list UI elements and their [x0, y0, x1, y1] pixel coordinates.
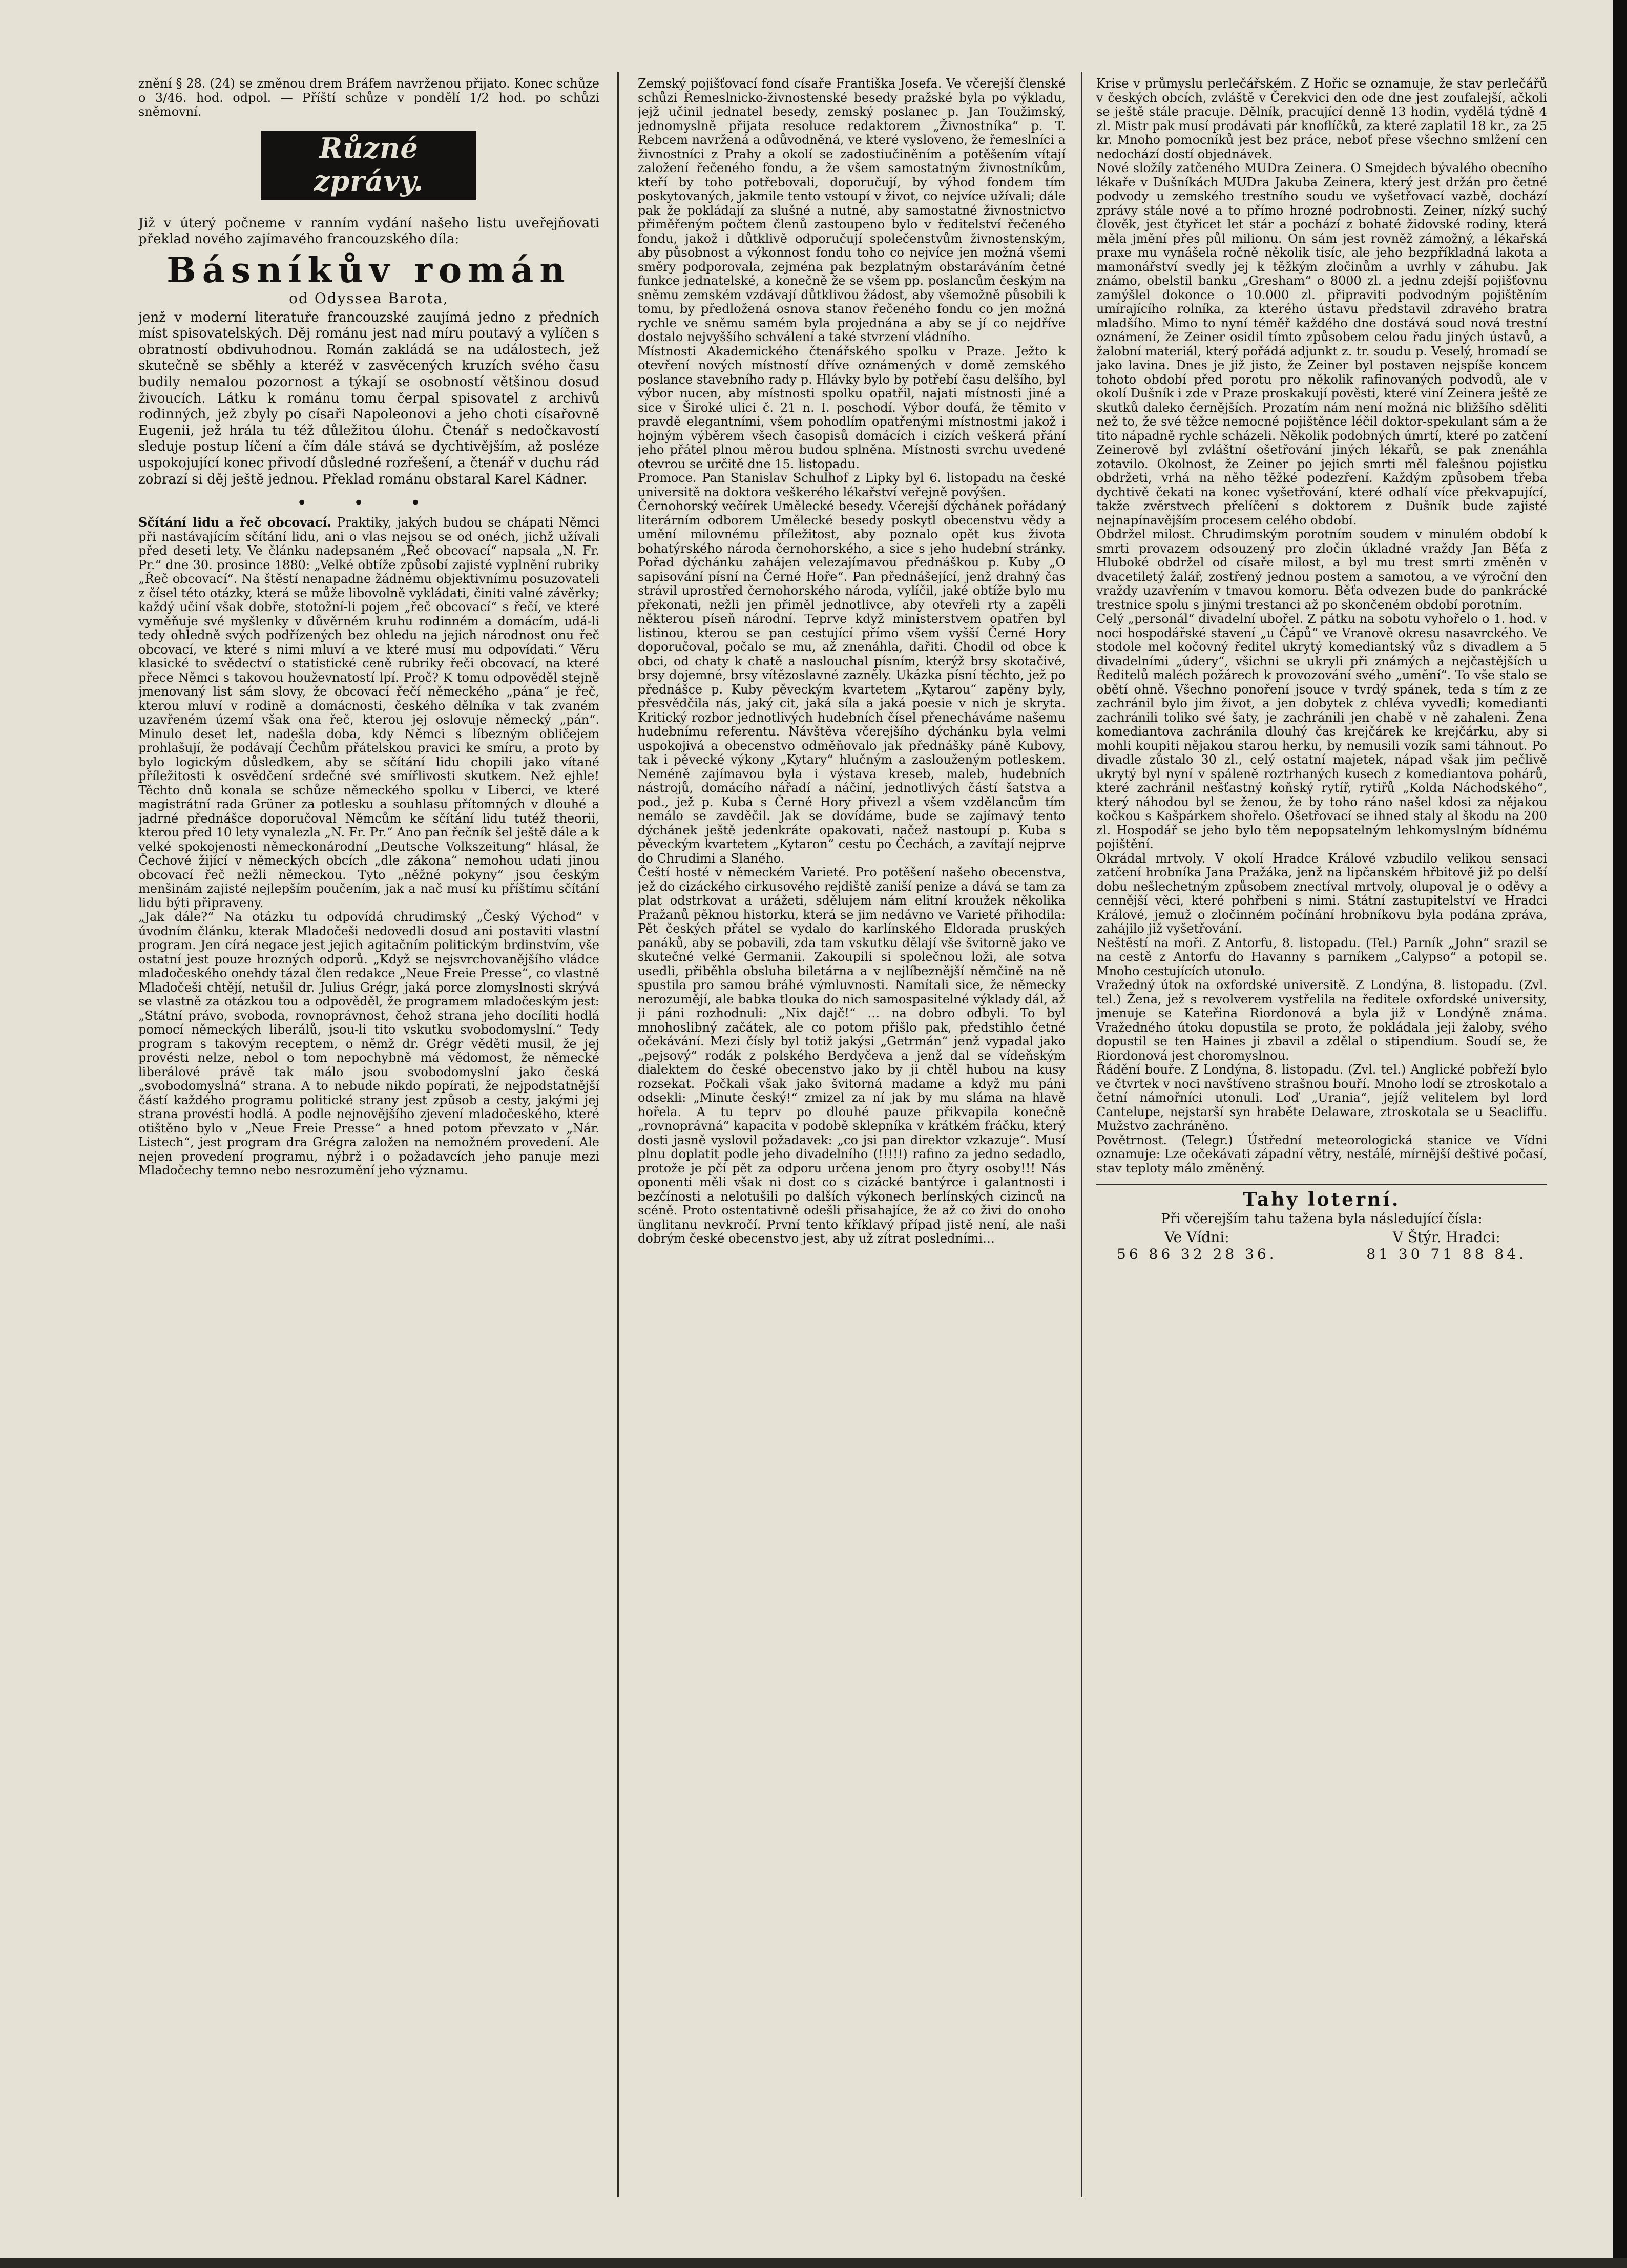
promotion-article: Promoce. Pan Stanislav Schulhof z Lipky byl 6. listopadu na české universitě na doktora veškerého lékařství veřejně povýšen. — [638, 471, 1066, 499]
separator: • • • — [297, 493, 441, 514]
gravedigger-article: Okrádal mrtvoly. V okolí Hradce Králové vzbudilo velikou sensaci zatčení hrobníka Jana Pražáka, jenž na lipčanském hřbitově již po delší dobu nešlechetným způsobem znectíval mrtvoly, olupoval je o oděvy a cennější věci, které pohřbeni s nimi. Státní zastupitelství ve Hradci Králové, jemuž o zločinném počínání hrobníkovu byla podána zpráva, zahájilo již vyšetřování. — [1096, 851, 1547, 936]
zeiner-article: Nové složíly zatčeného MUDra Zeinera. O Smejdech bývalého obecního lékaře v Dušníkách MUDra Jakuba Zeinera, který jest držán pro četné podvody u zemského trestního soudu ve vyšetřovací vazbě, dochází zprávy stále nové a to přímo hrozné podrobnosti. Zeiner, nízký suchý člověk, jest čtyřicet let stár a pochází z bohaté židovské rodiny, která měla jmění přes půl milionu. On sám jest rovněž zámožný, a lékařská praxe mu vynášela ročně několik tisíc, ale jeho bezpříkladná lakota a mamonářství svedly jej k těžkým zločinům a uvrhly v záhubu. Jak známo, obelstil banku „Gresham“ o 8000 zl. a jednu zdejší pojišťovnu zamýšlel dokonce o 10.000 zl. připraviti podvodným pojištěním umírajícího rolníka, za kterého ústavu představil zdravého bratra mladšího. Mimo to nyní téměř každého dne dostává soud nová trestní oznámení, že Zeiner osidil tímto způsobem celou řadu jiných ústavů, a žalobní materiál, který pořádá adjunkt z. tr. soudu p. Veselý, hromadí se jako lavina. Dnes je již jisto, že Zeiner byl postaven nejspíše koncem tohoto období před porotu pro několik rafinovaných podvodů, ale v okolí Dušník i zde v Praze proskakují pověsti, které viní Zeinera ještě ze skutků daleko černějších. Prozatím nám není možná nic bližšího sděliti než to, že své těžce nemocné pojištěnce léčil doktor-spekulant sám a že tito nápadně rychle scházeli. Několik podobných úmrtí, které po zatčení Zeinerově byl zvláštní ošetřování jiných lékařů, se pak znenáhla zotavilo. Okolnost, že Zeiner po jejich smrti měl falešnou pojistku obdržeti, vrhá na něho těžké podezření. Každým způsobem třeba dychtivě čekati na konec vyšetřování, které odhalí více překvapující, takže zvěrstvech přelíčení s doktorem z Dušník bude zajisté nejnapínavějším procesem celého období. — [1096, 161, 1547, 528]
lottery-city: V Štýr. Hradci: — [1392, 1229, 1500, 1246]
novel-description: jenž v moderní literatuře francouzské zaujímá jedno z předních míst spisovatelských. Děj románu jest nad míru poutavý a vylíčen s obratností obdivuhodnou. Román zakládá se na událostech, jež skutečně se sběhly a kteréž v zasvěcených kruzích svého času budily nemalou pozornost a týkají se osobností většinou dosud živoucích. Látku k románu tomu čerpal spisovatel z archivů rodinných, jež zbyly po císaři Napoleonovi a jeho choti císařovně Eugenii, jež hrála tu též důležitou úlohu. Čtenář s nedočkavostí sleduje postup líčení a čím dále stává se dychtivějším, až posléze uspokojující konec přivodí důsledné rozřešení, a čtenář v duchu rád zobrazí si děj ještě jednou. Překlad románu obstaral Karel Kádner. — [138, 309, 599, 487]
insurance-article: Zemský pojišťovací fond císaře Františka Josefa. Ve včerejší členské schůzi Řemeslnicko-živnostenské besedy pražské byla po výkladu, jejž učinil jednatel besedy, zemský poslanec p. Jan Toužimský, jednomyslně přijata resoluce redaktorem „Živnostníka“ p. T. Rebcem navržená a odůvodněná, ve které vysloveno, že řemeslníci a živnostníci z Prahy a okolí se zadostiučiněním a potěšením vítají založení řečeného fondu, a že všem samostatným živnostníkům, kteří by toho potřebovali, doporučují, by výhod fondem tím poskytovaných, jakmile tento vstoupí v život, co nejvíce užívali; dále pak že pokládají za slušné a nutné, aby samostatné živnostnictvo přiměřeným počtem členů zastoupeno bylo v ředitelství řečeného fondu, jakož i důtklivě odporučují společenstvům živnostenským, aby působnost a výkonnost fondu toho co nejvíce jen možná všemi směry podporovala, zejména pak bezplatným obstaráváním četné funkce jednatelské, a konečně že se všem pp. poslancům českým na sněmu zemském vzdávají důtklivou žádost, aby všemožně působili k tomu, by předložená osnova stanov řečeného fondu co jen možná rychle ve sněmu samém byla projednána a aby se jí co nejdříve dostalo nejvyššího schválení a také stvrzení vládního. — [638, 77, 1066, 344]
section-heading: Různé zprávy. — [261, 131, 476, 200]
lottery-city: Ve Vídni: — [1164, 1229, 1229, 1246]
middle-column — [638, 77, 1066, 2249]
chrudim-article: „Jak dále?“ Na otázku tu odpovídá chrudimský „Český Východ“ v úvodním článku, kterak Mladočeši nedovedli dosud ani postaviti vlastní program. Jen círá negace jest jejich agitačním politickým brdinstvím, vše ostatní jest pouze hrozných odporů. „Když se nejsvrchovanějšího vládce mladočeského onehdy tázal člen redakce „Neue Freie Presse“, co vlastně Mladočeši chtějí, netušil dr. Julius Grégr, jaká porce zlomyslnosti skrývá se vlastně za otázkou tou a odpověděl, že programem mladočeským jest: „Státní právo, svoboda, rovnoprávnost, čehož strana jeho docíliti hodlá pomocí německých liberálů, jsou-li tito vskutku svobodomyslní.“ Tedy program s takovým receptem, o němž dr. Grégr věděti musil, že jej provésti nelze, nebol o tom nepochybně má vědomost, že německé liberálové právě tak málo jsou svobodomyslní jako česká „svobodomyslná“ strana. A to nebude nikdo popírati, že nejpodstatnější částí každého programu politické strany jest způsob a cesty, jakými jej strana provésti hodlá. A podle nejnovějšího zjevení mladočeského, které otištěno bylo v „Neue Freie Presse“ a hned potom převzato v „Nár. Listech“, jest program dra Grégra založen na nemožném provedení. Ale nejen provedení programu, nýbrž i o požadavcích jeho panuje mezi Mladočechy temno nebo nesrozumění jeho významu. — [138, 910, 599, 1178]
amnesty-article: Obdržel milost. Chrudimským porotním soudem v minulém období k smrti provazem odsouzený pro zločin úkladné vraždy Jan Běťa z Hluboké obdržel od císaře milost, a byl mu trest smrti změněn v dvacetiletý žalář, zostřený jednou postem a samotou, a ve výroční den vraždy uzavřením v tmavou komoru. Běťa odvezen bude do pankrácké trestnice spolu s jinými trestanci až po skončeném období porotním. — [1096, 527, 1547, 612]
lottery-results — [1096, 1229, 1547, 1263]
lottery-title: Tahy loterní. — [1096, 1184, 1547, 1210]
montenegro-article: Černohorský večírek Umělecké besedy. Včerejší dýchánek pořádaný literárním odborem Umělecké besedy poskytl obecenstvu vědy a umění milovnému příležitost, aby poznalo opět kus života bohatýrského národa černohorského, a sice s jeho hudební stránky. Pořad dýchánku zahájen velezajímavou přednáškou p. Kuby „O sapisování písní na Černé Hoře“. Pan přednášející, jenž drahný čas strávil uprostřed černohorského národa, vylíčil, jaké obtíže bylo mu překonati, nežli jen přiměl jednotlivce, aby otevřeli rty a zapěli některou píseň národní. Teprve když ministerstvem opatřen byl listinou, kterou se pan cestující přímo všem vyšší Černé Hory doporučoval, počalo se mu, až znenáhla, dařiti. Chodil od obce k obci, od chaty k chatě a naslouchal písním, kterýž brsy skotačivé, brsy dojemné, brsy vítězoslavné zazněly. Ukázka písní těchto, jež po přednášce p. Kuby pěveckým kvartetem „Kytarou“ zapěny byly, přesvědčila nás, jaký cit, jaká síla a jaká poesie v nich je skryta. Kritický rozbor jednotlivých hudebních čísel přenecháváme našemu hudebnímu referentu. Návštěva včerejšího dýchánku byla velmi uspokojivá a obecenstvo odměňovalo jak přednášky páně Kubovy, tak i pěvecké výkony „Kytary“ hlučným a zaslouženým potleskem. Neméně zajímavou byla i výstava kreseb, maleb, hudebních nástrojů, domácího nářadí a náčiní, jednotlivých částí šatstva a pod., jež p. Kuba s Černé Hory přivezl a všem vzdělancům tím nemálo se zavděčil. Jak se dovídáme, bude se zajímavý tento dýchánek ještě jedenkráte opakovati, načež nastoupí p. Kuba s pěveckým kvartetem „Kytaron“ cestu po Čechách, a zavítají nejprve do Chrudimi a Slaného. — [638, 499, 1066, 866]
lottery-draw-graz — [1366, 1229, 1527, 1263]
theatre-fire-article: Celý „personál“ divadelní ubořel. Z pátku na sobotu vyhořelo o 1. hod. v noci hospodářské stavení „u Čápů“ ve Vranově okresu nasavrckého. Ve stodole mel kočovný ředitel ukrytý komediantský vůz s divadlem a 5 divadelními „údery“, všichni se ukryli při známých a nejčastějších u Ředitelů maléch požárech k provozování svého „umění“. To vše stalo se obětí ohně. Všechno ponoření jsouce v tvrdý spánek, teda s tím z ze zachránil bylo jim život, a jen dobytek z chléva vyvedli; komedianti zachránili toliko své šaty, je zachránili jen chabě v ně zahaleni. Žena komediantova zachránila dlouhý čas krejčárek ke krejčárku, aby si mohli koupiti nějakou starou herku, by nemusili vozík sami táhnout. Po divadle zůstalo 30 zl., celý ostatní majetek, nápad však jim pečlivě ukrytý byl nyní v spáleně roztrhaných kusech z komediantova pohárů, které zachránil nešťastný koňský rytíř, rytiřů „Kolda Náchodského“, který náhodou byl se ženou, že by toho ráno našel kdosi za nějakou kočkou s Kašpárkem shořelo. Ošetřovací se ihned staly al škodu na 200 zl. Hospodář se jeho bylo těm nepopsatelným lehkomyslným bídnému pojištění. — [1096, 612, 1547, 851]
intro-paragraph: znění § 28. (24) se změnou drem Bráfem navrženou přijato. Konec schůze o 3/46. hod. odpol. — Příští schůze v pondělí 1/2 hod. po schůzi sněmovní. — [138, 77, 599, 119]
lottery-draw-vienna — [1117, 1229, 1277, 1263]
lottery-numbers: 81 30 71 88 84. — [1366, 1246, 1527, 1263]
oxford-article: Vražedný útok na oxfordské universitě. Z Londýna, 8. listopadu. (Zvl. tel.) Žena, jež s revolverem vystřelila na ředitele oxfordské university, jmenuje se Kateřina Riordonová a byla již v Londýně známa. Vražedného útoku dopustila se proto, že pokládala jeji žaloby, svého dopustil se ten Haines ji zbavil a zdělal o stipendium. Soudí se, že Riordonová jest choromyslnou. — [1096, 978, 1547, 1063]
census-article: Praktiky, jakých budou se chápati Němci při nastávajícím sčítání lidu, ani o vlas nejsou se od onéch, jichž užívali před deseti lety. Ve článku nadepsaném „Řeč obcovací“ napsala „N. Fr. Pr.“ dne 30. prosince 1880: „Velké obtíže způsobí zajisté vyplnění rubriky „Řeč obcovací“. Na štěstí nenapadne žádnému objektivnímu posuzovateli z čísel této otázky, která se může libovolně vykládati, činiti valné závěrky; každý učiní však dobře, stotožní-li pojem „řeč obcovací“ s řečí, ve které vyměňuje své myšlenky v důvěrném kruhu rodinném a domácím, udá-li tedy ohledně svých podřízených bez ohledu na jejich národnost onu řeč obcovací, ve které s nimi mluví a ve které musí mu odpovídati.“ Věru klasické to svědectví o statistické ceně rubriky řeči obcovací, na které přece Němci s takovou houževnatostí lpí. Proč? K tomu odpověděl stejně jmenovaný list sám slovy, že obcovací řečí německého „pána“ je řeč, kterou mluví v rodině a domácnosti, českého dělníka v tak zvaném uzavřeném území však ona řeč, kterou jej oslovuje německý „pán“. Minulo deset let, nadešla doba, kdy Němci s líbezným obličejem prohlašují, že podávají Čechům přátelskou pravici ke smíru, a proto by bylo logickým důsledkem, aby se sčítání lidu chopili jako vítané příležitosti k osvědčení srdečné své smířlivosti skutkem. Než ejhle! Těchto dnů konala se schůze německého spolku v Liberci, ve které magistrátní rada Grüner za potlesku a souhlasu přítomných v dlouhé a jadrné přednášce doporučoval Němcům ke sčítání lidu tutéž theorii, kterou před 10 lety vynalezla „N. Fr. Pr.“ Ano pan řečník šel ještě dále a k velké spokojenosti německonárodní „Deutsche Volkszeitung“ hlásal, že Čechové žijící v německých obcích „dle zákona“ nemohou udati jinou obcovací řeč nežli německou. Tyto „něžné pokyny“ jsou českým menšinám zajisté nejlepším poučením, jak a nač musí ku příštímu sčítání lidu býti připraveny. — [138, 515, 599, 910]
announcement-intro: Již v úterý počneme v ranním vydání našeho listu uveřejňovati překlad nového zajímavého francouzského díla: — [138, 215, 599, 247]
lottery-numbers: 56 86 32 28 36. — [1117, 1246, 1277, 1263]
column-rule — [617, 72, 619, 2197]
scan-edge-right — [1613, 0, 1627, 2268]
storm-article: Řádění bouře. Z Londýna, 8. listopadu. (Zvl. tel.) Anglické pobřeží bylo ve čtvrtek v noci navštíveno strašnou bouří. Mnoho lodí se ztroskotalo a četní námořníci utonuli. Loď „Urania“, jejíž velitelem byl lord Cantelupe, nejstarší syn hraběte Delaware, ztroskotala se u Seacliffu. Mužstvo zachráněno. — [1096, 1062, 1547, 1133]
census-headline: Sčítání lidu a řeč obcovací. — [138, 515, 331, 530]
lace-article: Krise v průmyslu perlečářském. Z Hořic se oznamuje, že stav perlečářů v českých obcích, zvláště v Čerekvici den ode dne jest zoufalejší, ačkoli se ještě stále pracuje. Dělník, pracující denně 13 hodin, vydělá týdně 4 zl. Mistr pak musí prodávati pár knoflíčků, za které zaplatil 18 kr., za 25 kr. Mnoho pomocníků jest bez práce, neboť přese všechno smlžení cen nedochází dostí objednávek. — [1096, 77, 1547, 161]
left-column — [138, 77, 599, 2249]
lottery-subtitle: Při včerejším tahu tažena byla následující čísla: — [1161, 1211, 1483, 1227]
variete-article: Čeští hosté v německém Varieté. Pro potěšení našeho obecenstva, jež do cizáckého cirkusového rejdiště zaniší penize a dává se tam za plat odstrkovat a urážeti, sdělujem nám elitní kroužek několika Pražanů pěknou historku, která se jim nedávno ve Varieté přihodila: Pět českých přátel se vydalo do karlínského Eldorada pruských panáků, aby se pobavili, zda tam vskutku dělají vše švitorně jako ve skutečné velké Germanii. Zakoupili si společnou loži, ale sotva usedli, přiběhla obsluha biletárna a v nejlíbeznější němčině na ně spustila pro samou bráhé výmluvnosti. Namítali sice, že německy nerozumějí, ale babka tlouka do nich samospasitelné výklady dál, až ji páni rozhodnuli: „Nix dajč!“ … na dobro odbyli. To byl mnohoslibný začátek, ale co potom přišlo pak, předstihlo četné očekávání. Mezi čísly byl totiž jakýsi „Getrmán“ jenž vypadal jako „pejsový“ rodák z polského Berdyčeva a jenž dal se vídeňským dialektem do české obecenstvo jako by ji chtěl hubou na kusy rozsekat. Počkali však jako švitorná madame a když mu páni odsekli: „Minute český!“ zmizel za ní jak by mu sláma na hlavě hořela. A tu teprv po dlouhé pauze přikvapila konečně „rovnoprávná“ kapacita v podobě sklepníka v krátkém fráčku, který dosti jasně vyslovil požadavek: „co jsi pan direktor vzkazuje“. Musí plnu doplatit podle jeho divadelního (!!!!!) rafino za jedno sedadlo, protože je pčí pět za odporu určena jenom pro čtyry osoby!!! Nás oponenti měli však ni dost co s cizácké bantýrce i galantnosti i bezčínosti a nelotušili po dalších výkonech berlínských cizinců na scéně. Proto ostentativně odešli přisahajíce, že až co živi do onoho ünglitanu nevkročí. První tento kříklavý případ jistě není, ale naši dobrým české obecenstvo jest, aby už zítrat posledními… — [638, 865, 1066, 1246]
scan-edge-bottom — [0, 2258, 1627, 2268]
right-column — [1096, 77, 1547, 2249]
column-rule — [1081, 72, 1082, 2197]
novel-title: Básníkův román — [166, 249, 571, 291]
reading-room-article: Místnosti Akademického čtenářského spolku v Praze. Ježto k otevření nových místností dříve oznámených v domě zemského poslance stavebního rady p. Hlávky bylo by potřebí času delšího, byl výbor nucen, aby místnosti spolku opatřil, najati místnosti jiné a sice v Široké ulici č. 21 n. I. poschodí. Výbor doufá, že těmito v pravdě elegantními, všem pohodlím opatřenými místnostmi jakož i hojným výběrem všech časopisů domácích i cizích veškerá přání jeho přátel plnou měrou budou splněna. Místnosti svrchu uvedené otevrou se určitě dne 15. listopadu. — [638, 344, 1066, 471]
novel-author: od Odyssea Barota, — [289, 289, 449, 307]
weather-article: Povětrnost. (Telegr.) Ústřední meteorologická stanice ve Vídni oznamuje: Lze očekávati západní větry, nestálé, mírnější deštivé počasí, stav teploty málo změněný. — [1096, 1132, 1547, 1175]
shipwreck-article: Neštěstí na moři. Z Antorfu, 8. listopadu. (Tel.) Parník „John“ srazil se na cestě z Antorfu do Havanny s parníkem „Calypso“ a potopil se. Mnoho cestujících utonulo. — [1096, 935, 1547, 978]
